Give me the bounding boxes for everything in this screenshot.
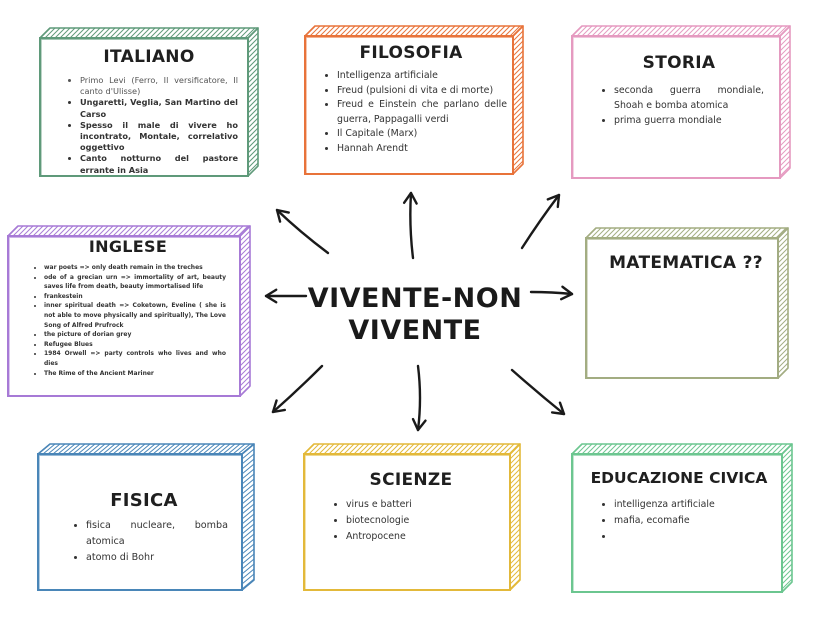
- list-item: • Primo Levi (Ferro, Il versificatore, Il canto d'Ulisse): [80, 75, 238, 97]
- box-filosofia: [305, 33, 517, 175]
- box-title-filosofia: FILOSOFIA: [359, 43, 463, 63]
- list-inglese: [36, 263, 226, 378]
- box-italiano: [40, 35, 258, 175]
- list-item: • Ungaretti, Veglia, San Martino del Carso: [80, 97, 238, 119]
- box-title-storia: STORIA: [642, 53, 716, 73]
- list-item: • prima guerra mondiale: [614, 113, 764, 128]
- list-item: • Freud (pulsioni di vita e di morte): [337, 84, 507, 99]
- list-item: • frankestein: [44, 292, 226, 302]
- arrow-to-italiano: [277, 210, 328, 253]
- list-item: • Freud e Einstein che parlano delle guerra, Pappagalli verdi: [337, 98, 507, 127]
- box-title-inglese: INGLESE: [88, 237, 168, 256]
- arrow-to-matematica: [531, 287, 572, 299]
- central-topic-line1: VIVENTE-NON: [307, 283, 523, 314]
- list-item: • inner spiritual death => Coketown, Eveline ( she is not able to move physically and spiritually), The Love Song of Alfred Prufrock: [44, 301, 226, 330]
- box-inglese: [8, 232, 248, 397]
- arrow-to-scienze: [413, 366, 425, 430]
- list-italiano: [60, 75, 238, 176]
- list-item: • Hannah Arendt: [337, 142, 507, 157]
- list-filosofia: [317, 69, 507, 156]
- box-title-matematica: MATEMATICA ??: [609, 253, 763, 273]
- list-item: • the picture of dorian grey: [44, 330, 226, 340]
- list-item: • fisica nucleare, bomba atomica: [86, 518, 228, 550]
- central-topic: [300, 283, 530, 347]
- list-item: • virus e batteri: [346, 497, 498, 513]
- list-fisica: [66, 518, 228, 566]
- box-fisica: [38, 450, 250, 590]
- box-title-italiano: ITALIANO: [103, 47, 195, 67]
- list-item: • atomo di Bohr: [86, 550, 228, 566]
- list-storia: [594, 83, 764, 128]
- list-item: • intelligenza artificiale: [614, 497, 766, 513]
- box-title-fisica: FISICA: [110, 490, 178, 511]
- list-item: • biotecnologie: [346, 513, 498, 529]
- list-item: • Intelligenza artificiale: [337, 69, 507, 84]
- list-item: • Canto notturno del pastore errante in Asia: [80, 153, 238, 175]
- list-item: • 1984 Orwell => party controls who lives and who dies: [44, 349, 226, 368]
- arrow-to-fisica: [273, 366, 322, 412]
- box-matematica: [586, 235, 786, 377]
- list-educazione-civica: [594, 497, 766, 545]
- box-storia: [572, 33, 786, 178]
- arrow-to-educazione: [512, 370, 564, 414]
- central-topic-line2: VIVENTE: [348, 315, 482, 346]
- list-item: • Spesso il male di vivere ho incontrato, Montale, correlativo oggettivo: [80, 120, 238, 154]
- arrow-to-storia: [522, 195, 559, 248]
- list-item: • Antropocene: [346, 529, 498, 545]
- list-item: [614, 529, 766, 545]
- box-scienze: [304, 450, 518, 590]
- box-title-educazione-civica: EDUCAZIONE CIVICA: [590, 469, 768, 487]
- box-title-scienze: SCIENZE: [369, 470, 453, 490]
- arrow-to-filosofia: [404, 193, 417, 258]
- list-item: • mafia, ecomafie: [614, 513, 766, 529]
- box-educazione-civica: [572, 450, 786, 592]
- list-item: • war poets => only death remain in the treches: [44, 263, 226, 273]
- list-item: • ode of a grecian urn => immortality of art, beauty saves life from death, beauty immortalised life: [44, 273, 226, 292]
- list-item: • Refugee Blues: [44, 340, 226, 350]
- list-item: • Il Capitale (Marx): [337, 127, 507, 142]
- list-item: • The Rime of the Ancient Mariner: [44, 369, 226, 379]
- list-item: • seconda guerra mondiale, Shoah e bomba atomica: [614, 83, 764, 113]
- list-scienze: [326, 497, 498, 545]
